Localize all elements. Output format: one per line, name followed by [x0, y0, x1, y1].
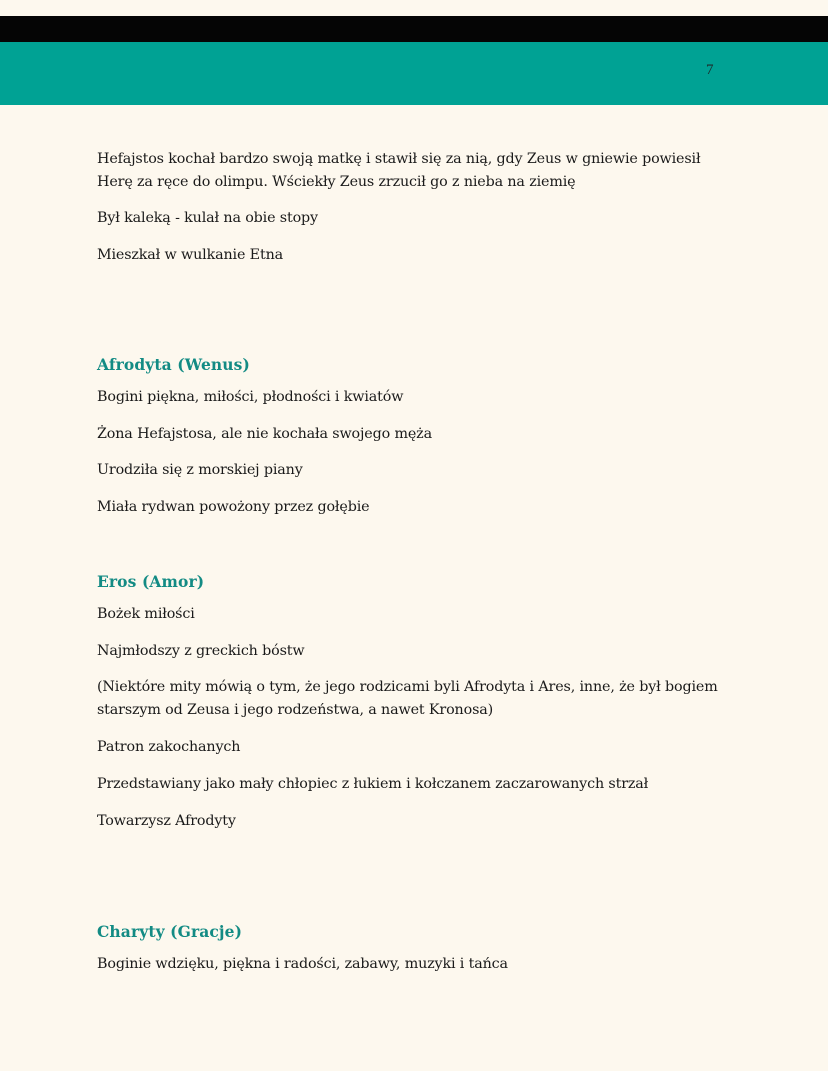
eros-line-2: Najmłodszy z greckich bóstw: [97, 643, 305, 659]
charyty-line-1: Boginie wdzięku, piękna i radości, zabawy, muzyki i tańca: [97, 956, 508, 972]
eros-line-1: Bożek miłości: [97, 606, 195, 622]
section-heading-afrodyta: Afrodyta (Wenus): [97, 355, 250, 374]
afrodyta-line-4: Miała rydwan powożony przez gołębie: [97, 499, 370, 515]
section-eros: [97, 570, 737, 833]
page-content: [97, 148, 737, 976]
section-heading-eros: Eros (Amor): [97, 572, 205, 591]
header-teal-bar: [0, 42, 828, 105]
eros-line-6: Towarzysz Afrodyty: [97, 813, 236, 829]
intro-paragraph-3: Mieszkał w wulkanie Etna: [97, 247, 283, 263]
header-black-bar: [0, 16, 828, 42]
top-margin: [0, 0, 828, 16]
section-afrodyta: [97, 353, 737, 519]
eros-line-3: (Niektóre mity mówią o tym, że jego rodzicami byli Afrodyta i Ares, inne, że był bogiem starszym od Zeusa i jego rodzeństwa, a nawet Kronosa): [97, 679, 718, 718]
afrodyta-line-3: Urodziła się z morskiej piany: [97, 462, 303, 478]
intro-paragraph-2: Był kaleką - kulał na obie stopy: [97, 210, 318, 226]
section-heading-charyty: Charyty (Gracje): [97, 922, 243, 941]
afrodyta-line-2: Żona Hefajstosa, ale nie kochała swojego męża: [97, 426, 432, 442]
section-charyty: [97, 920, 737, 976]
intro-paragraph-1: Hefajstos kochał bardzo swoją matkę i stawił się za nią, gdy Zeus w gniewie powiesił Herę za ręce do olimpu. Wściekły Zeus zrzucił go z nieba na ziemię: [97, 151, 701, 190]
eros-line-4: Patron zakochanych: [97, 739, 241, 755]
eros-line-5: Przedstawiany jako mały chłopiec z łukiem i kołczanem zaczarowanych strzał: [97, 776, 649, 792]
afrodyta-line-1: Bogini piękna, miłości, płodności i kwiatów: [97, 389, 404, 405]
page-number: 7: [706, 62, 714, 78]
